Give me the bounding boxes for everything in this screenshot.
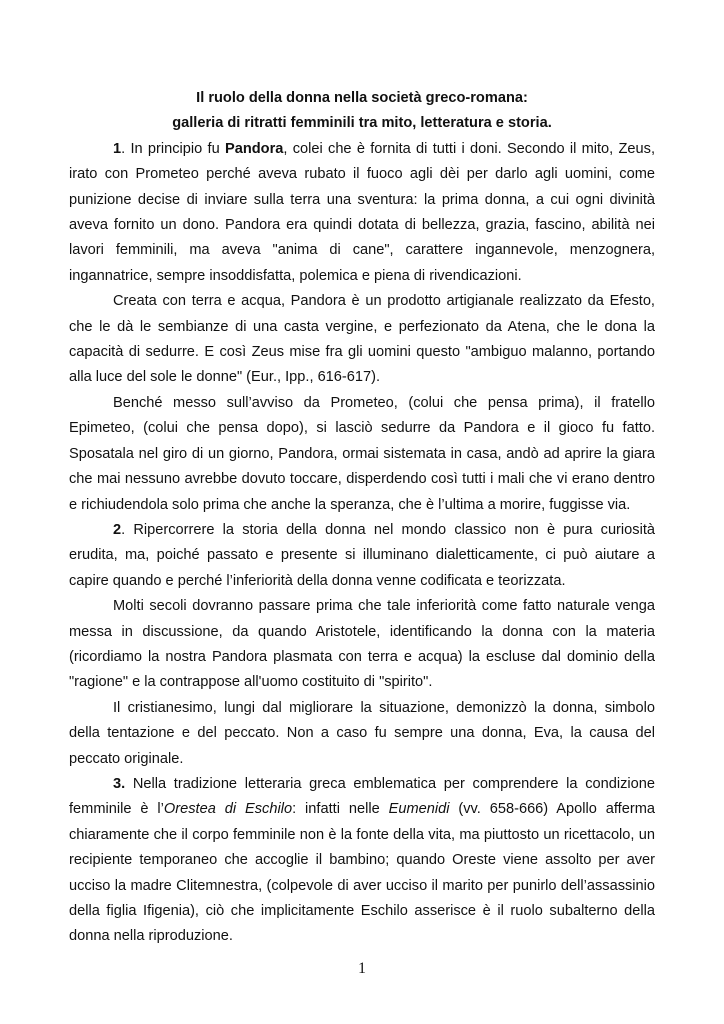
paragraph-1 — [69, 137, 655, 289]
paragraph-6: Il cristianesimo, lungi dal migliorare la situazione, demonizzò la donna, simbolo della tentazione e del peccato. Non a caso fu sempre una donna, Eva, la causa del peccato originale. — [69, 699, 655, 767]
paragraph-7 — [69, 772, 655, 950]
paragraph-3: Benché messo sull’avviso da Prometeo, (colui che pensa prima), il fratello Epimeteo, (colui che pensa dopo), si lasciò sedurre da Pandora e il gioco fu fatto. Sposatala nel giro di un giorno, Pandora, ormai sistemata in casa, andò ad aprire la giara che mai nessuno avrebbe dovuto toccare, disperdendo così tutti i mali che vi erano dentro e richiudendola solo prima che anche la speranza, che è l’ultima a morire, fuggisse via. — [69, 394, 655, 513]
paragraph-7-mid: : infatti nelle — [292, 801, 389, 818]
section-number-2: 2 — [113, 521, 122, 538]
paragraph-5: Molti secoli dovranno passare prima che tale inferiorità come fatto naturale venga messa in discussione, da quando Aristotele, identificando la donna con la materia (ricordiamo la nostra Pandora plasmata con terra e acqua) la escluse dal dominio della "ragione" e la contrappose all'uomo costituito di "spirito". — [69, 598, 655, 691]
work-title-eumenidi: Eumenidi — [388, 801, 450, 818]
title-line-2: galleria di ritratti femminili tra mito, letteratura e storia. — [172, 115, 552, 132]
pandora-name: Pandora — [225, 140, 284, 157]
paragraph-4 — [69, 518, 655, 594]
section-number-3: 3. — [113, 775, 126, 792]
work-title-orestea: Orestea di Eschilo — [163, 801, 293, 818]
page-number: 1 — [358, 960, 366, 977]
paragraph-7-body: (vv. 658-666) Apollo afferma chiaramente che il corpo femminile non è la fonte della vita, ma piuttosto un ricettacolo, un recipiente temporaneo che accoglie il bambino; quando Oreste viene assolto per aver ucciso la madre Clitemnestra, (colpevole di aver ucciso il marito per punirlo dell’assassinio della figlia Ifigenia), ciò che implicitamente Eschilo asserisce è il ruolo subalterno della donna nella riproduzione. — [69, 801, 655, 945]
section-number-1: 1 — [113, 140, 122, 157]
paragraph-1-lead: . In principio fu — [121, 140, 225, 157]
document-page — [69, 86, 655, 950]
paragraph-2: Creata con terra e acqua, Pandora è un prodotto artigianale realizzato da Efesto, che le dà le sembianze di una casta vergine, e perfezionato da Atena, che le dona la capacità di sedurre. E così Zeus mise fra gli uomini questo "ambiguo malanno, portando alla luce del sole le donne" (Eur., Ipp., 616-617). — [69, 293, 655, 386]
title-line-1: Il ruolo della donna nella società greco-romana: — [196, 90, 528, 106]
paragraph-1-body: , colei che è fornita di tutti i doni. Secondo il mito, Zeus, irato con Prometeo perché aveva rubato il fuoco agli dèi per darlo agli uomini, come punizione decise di inviare sulla terra una sventura: la prima donna, a cui ogni divinità aveva fornito un dono. Pandora era quindi dotata di bellezza, grazia, fascino, abilità nei lavori femminili, ma aveva "anima di cane", carattere ingannevole, menzognera, ingannatrice, sempre insoddisfatta, polemica e piena di rivendicazioni. — [69, 140, 656, 284]
paragraph-4-body: . Ripercorrere la storia della donna nel mondo classico non è pura curiosità erudita, ma, poiché passato e presente si illuminano dialetticamente, ci può aiutare a capire quando e perché l’inferiorità della donna venne codificata e teorizzata. — [69, 521, 655, 589]
paragraph-7-lead: Nella tradizione letteraria greca emblematica per comprendere la condizione femminile è l’ — [69, 775, 655, 818]
